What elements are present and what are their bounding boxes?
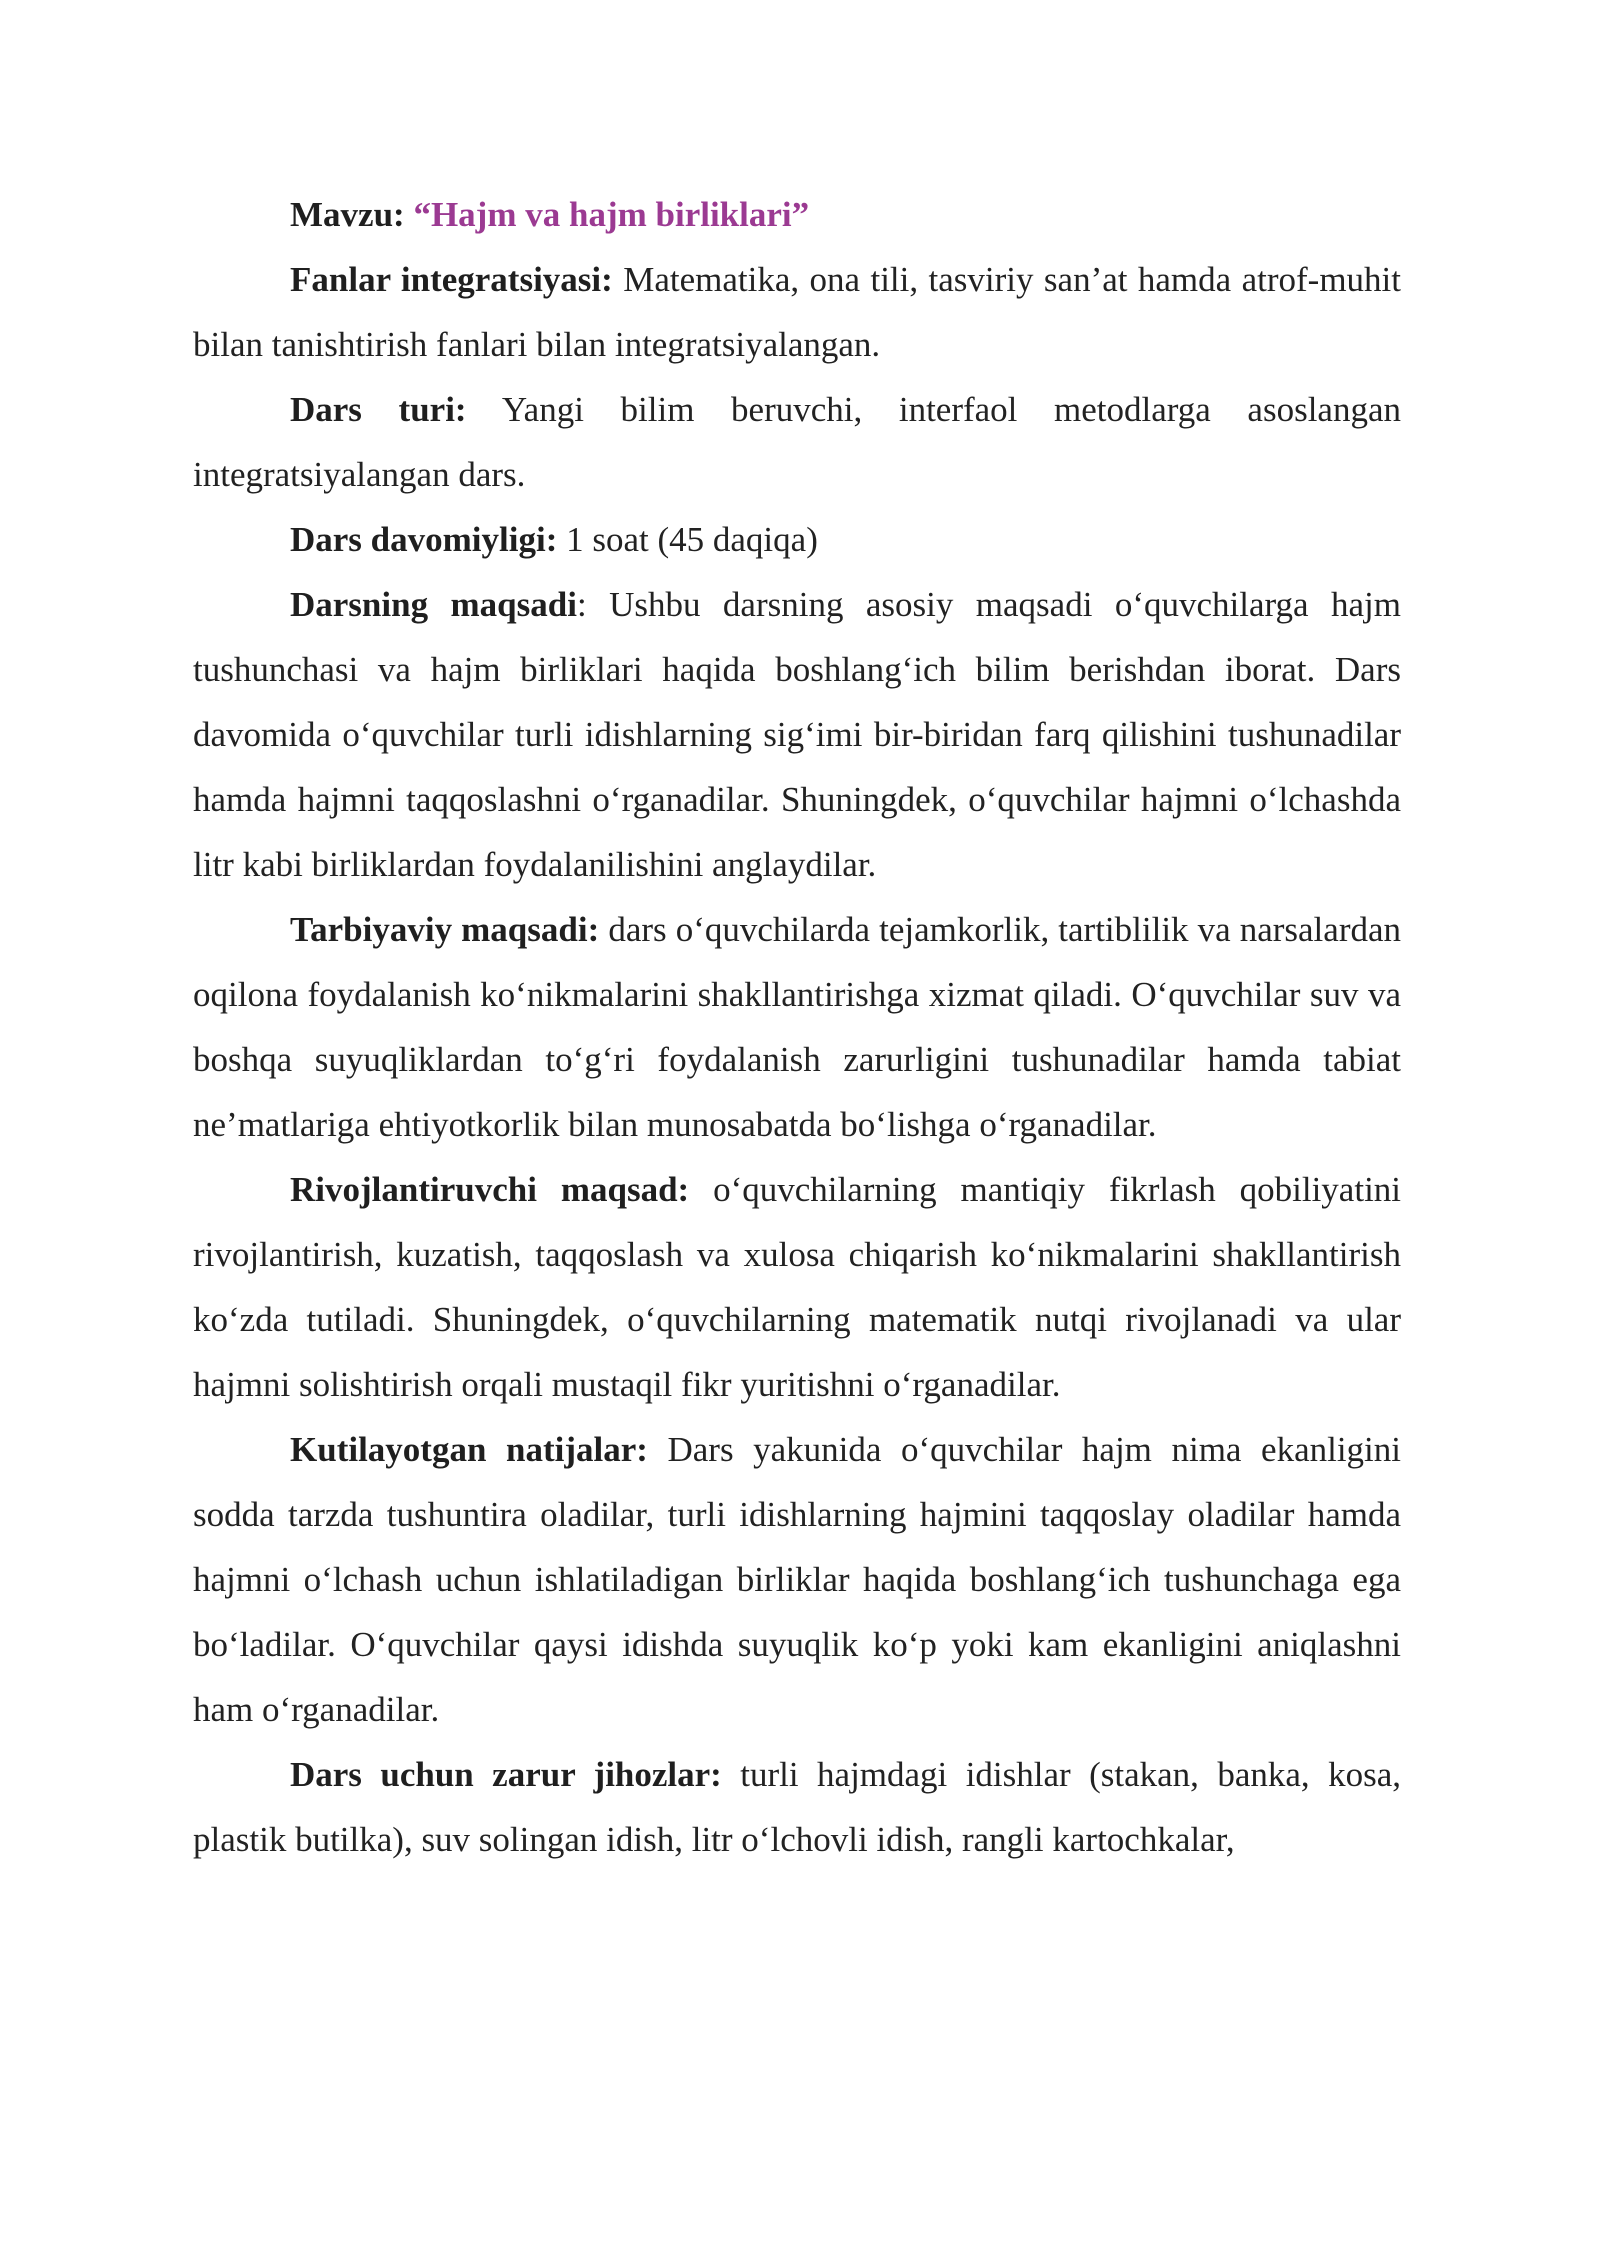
paragraph-integration [193,247,1401,377]
paragraph-text: : Ushbu darsning asosiy maqsadi o‘quvchilarga hajm tushunchasi va hajm birliklari haqida boshlang‘ich bilim berishdan iborat. Dars davomida o‘quvchilar turli idishlarning sig‘imi bir-biridan farq qilishini tushunadilar hamda hajmni taqqoslashni o‘rganadilar. Shuningdek, o‘quvchilar hajmni o‘lchashda litr kabi birliklardan foydalanilishini anglaydilar. [193,585,1401,884]
paragraph-text: Dars yakunida o‘quvchilar hajm nima ekanligini sodda tarzda tushuntira oladilar, turli idishlarning hajmini taqqoslay oladilar hamda hajmni o‘lchash uchun ishlatiladigan birliklar haqida boshlang‘ich tushunchaga ega bo‘ladilar. O‘quvchilar qaysi idishda suyuqlik ko‘p yoki kam ekanligini aniqlashni ham o‘rganadilar. [193,1430,1402,1729]
paragraph-text: dars o‘quvchilarda tejamkorlik, tartiblilik va narsalardan oqilona foydalanish ko‘nikmalarini shakllantirishga xizmat qiladi. O‘quvchilar suv va boshqa suyuqliklardan to‘g‘ri foydalanish zarurligini tushunadilar hamda tabiat ne’matlariga ehtiyotkorlik bilan munosabatda bo‘lishga o‘rganadilar. [193,910,1402,1144]
paragraph-educational-goal [193,897,1401,1157]
topic-title: “Hajm va hajm birliklari” [413,195,810,234]
paragraph-label: Tarbiyaviy maqsadi: [290,910,600,949]
paragraph-text: Matematika, ona tili, tasviriy san’at hamda atrof-muhit bilan tanishtirish fanlari bilan integratsiyalangan. [193,260,1401,364]
paragraph-label: Kutilayotgan natijalar: [290,1430,648,1469]
paragraph-text: o‘quvchilarning mantiqiy fikrlash qobiliyatini rivojlantirish, kuzatish, taqqoslash va xulosa chiqarish ko‘nikmalarini shakllantirish ko‘zda tutiladi. Shuningdek, o‘quvchilarning matematik nutqi rivojlanadi va ular hajmni solishtirish orqali mustaqil fikr yuritishni o‘rganadilar. [193,1170,1402,1404]
paragraph-label: Rivojlantiruvchi maqsad: [290,1170,690,1209]
document-page [193,182,1401,1872]
paragraph-text: 1 soat (45 daqiqa) [566,520,818,559]
topic-paragraph [193,182,1401,247]
paragraph-label: Fanlar integratsiyasi: [290,260,613,299]
paragraph-label: Darsning maqsadi [290,585,577,624]
paragraph-expected-results [193,1417,1401,1742]
paragraph-label: Dars davomiyligi: [290,520,558,559]
paragraph-label: Dars uchun zarur jihozlar: [290,1755,722,1794]
paragraph-text: turli hajmdagi idishlar (stakan, banka, kosa, plastik butilka), suv solingan idish, litr o‘lchovli idish, rangli kartochkalar, [193,1755,1402,1859]
topic-label: Mavzu: [290,195,405,234]
paragraph-duration [193,507,1401,572]
paragraph-label: Dars turi: [290,390,467,429]
paragraph-text: Yangi bilim beruvchi, interfaol metodlarga asoslangan integratsiyalangan dars. [193,390,1401,494]
paragraph-equipment [193,1742,1401,1872]
paragraph-lesson-goal [193,572,1401,897]
paragraph-developmental-goal [193,1157,1401,1417]
paragraph-lesson-type [193,377,1401,507]
